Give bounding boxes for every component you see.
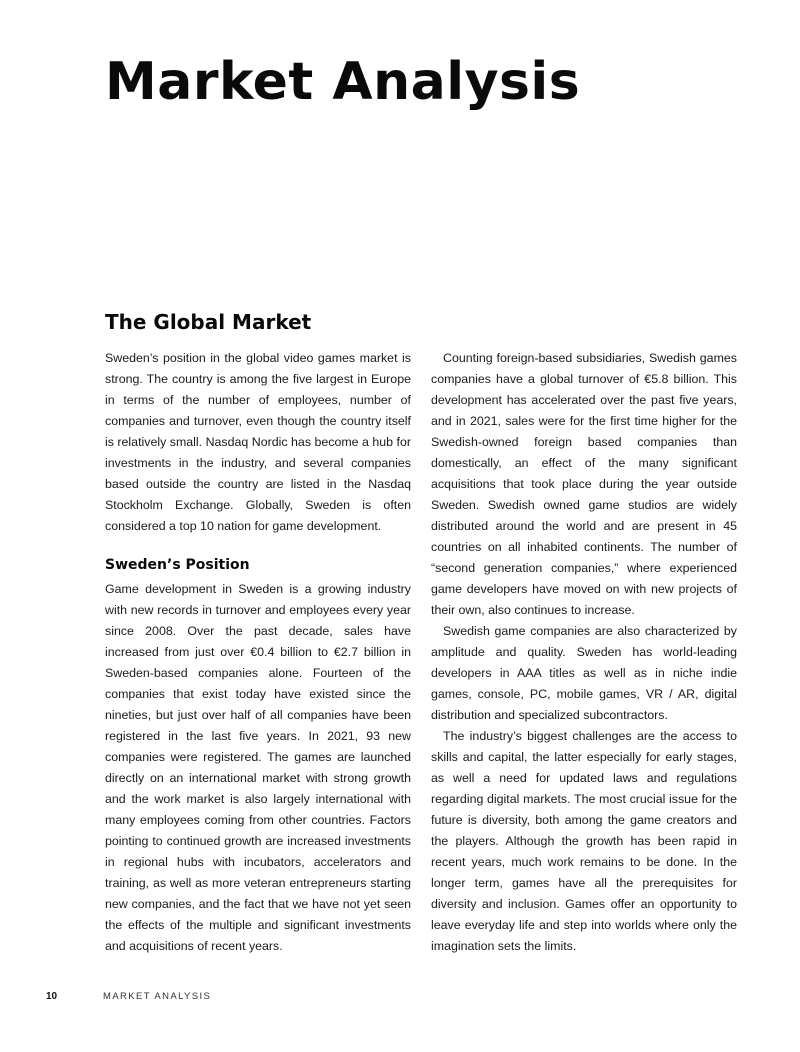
paragraph-amplitude-quality: Swedish game companies are also characterized by amplitude and quality. Sweden has world-leading developers in AAA titles as well as in niche indie games, console, PC, mobile games, VR / AR, digital distribution and specialized subcontractors. [431,624,737,722]
paragraph-challenges: The industry’s biggest challenges are the access to skills and capital, the latter especially for early stages, as well a need for updated laws and regulations regarding digital markets. The most crucial issue for the future is diversity, both among the game creators and the players. Although the growth has been rapid in recent years, much work remains to be done. In the longer term, games have all the prerequisites for diversity and inclusion. Games offer an opportunity to leave everyday life and step into worlds where only the imagination sets the limits. [431,729,737,953]
page-title: Market Analysis [105,52,581,112]
footer-section-label: MARKET ANALYSIS [103,991,212,1002]
position-paragraph: Game development in Sweden is a growing industry with new records in turnover and employees every year since 2008. Over the past decade, sales have increased from just over €0.4 billion to €2.7 billion in Sweden-based companies alone. Fourteen of the companies that exist today have existed since the nineties, but just over half of all companies have been registered in the last five years. In 2021, 93 new companies were registered. The games are launched directly on an international market with strong growth and the work market is also largely international with many employees coming from other countries. Factors pointing to continued growth are increased investments in regional hubs with incubators, accelerators and training, as well as more veteran entrepreneurs starting new companies, and the fact that we have not yet seen the effects of the multiple and significant investments and acquisitions of recent years. [105,582,411,953]
footer-page-number: 10 [46,991,58,1002]
intro-paragraph: Sweden’s position in the global video games market is strong. The country is among the five largest in Europe in terms of the number of employees, number of companies and turnover, even though the country itself is relatively small. Nasdaq Nordic has become a hub for investments in the industry, and several companies based outside the country are listed in the Nasdaq Stockholm Exchange. Globally, Sweden is often considered a top 10 nation for game development. [105,351,411,533]
paragraph-global-turnover: Counting foreign-based subsidiaries, Swedish games companies have a global turnover of €5.8 billion. This development has accelerated over the past five years, and in 2021, sales were for the first time higher for the Swedish-owned foreign based companies than domestically, an effect of the many significant acquisitions that took place during the year outside Sweden. Swedish owned game studios are widely distributed around the world and are present in 45 countries on all inhabited continents. The number of “second generation companies,” where experienced game developers have moved on with new projects of their own, also continues to increase. [431,351,737,617]
section-heading: The Global Market [105,310,312,334]
subheading-swedens-position: Sweden’s Position [105,557,250,573]
right-column [431,348,737,957]
left-column [105,348,411,957]
